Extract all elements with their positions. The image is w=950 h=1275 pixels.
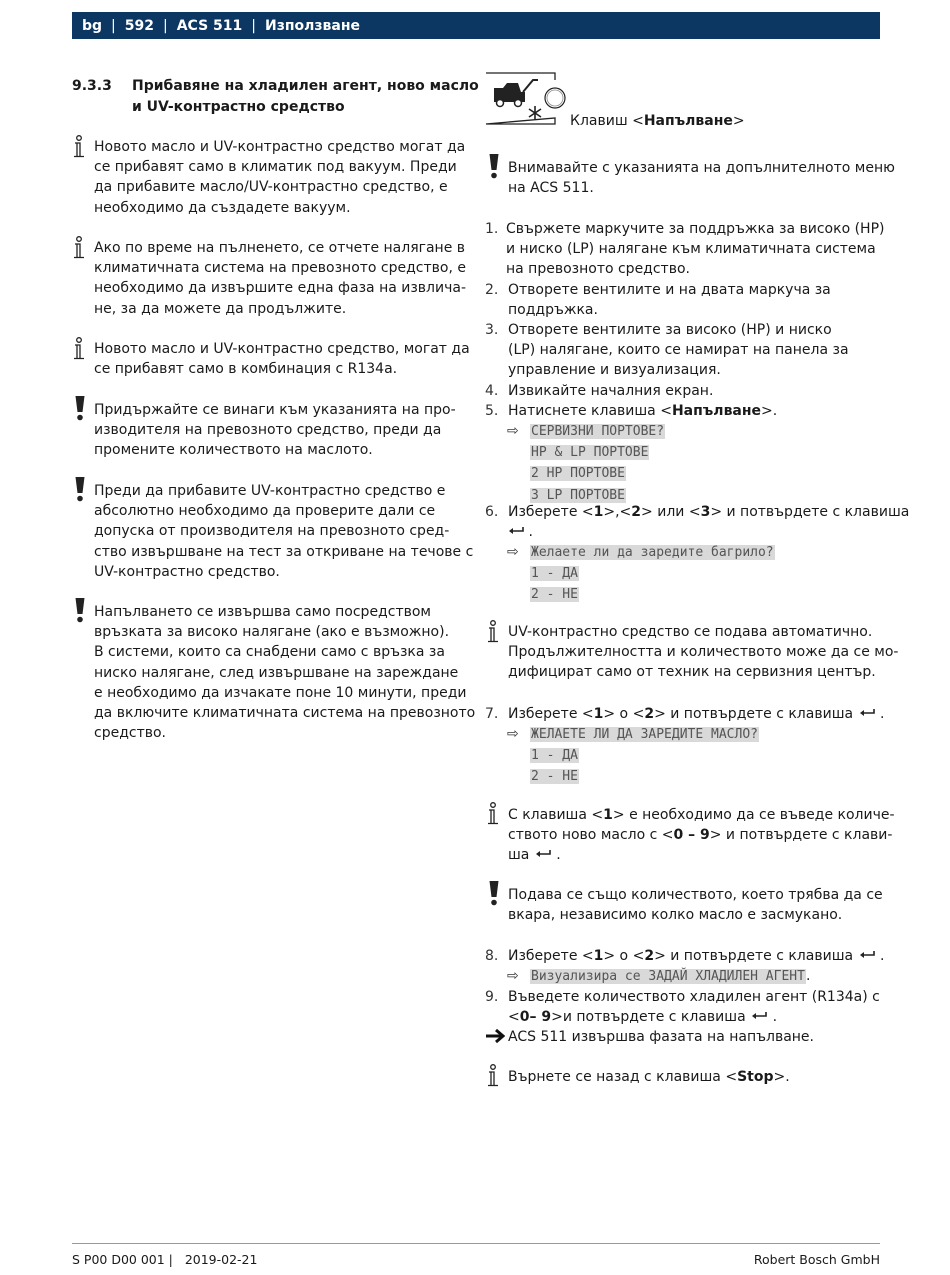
step-number: 2. [485, 282, 499, 298]
display-set-refrigerant: Визуализира се ЗАДАЙ ХЛАДИЛЕН АГЕНТ. [531, 968, 811, 984]
footer-doc-info: S P00 D00 001 | 2019-02-21 [72, 1252, 258, 1267]
warning-high-pressure: Напълването се извършва само посредством връзката за високо налягане (ако е възможно). В системи, които са снабдени само с връзка за ниско налягане, след извършване на зареждане е необходимо да изчакате поне 10 минути, преди да включите климатичната система на превозното средство. [94, 604, 476, 742]
step-9: Въведете количеството хладилен агент (R134a) с <0– 9>и потвърдете с клавиша . [508, 989, 880, 1026]
display-service-ports: СЕРВИЗНИ ПОРТОВЕ? HP & LP ПОРТОВЕ 2 HP ПОРТОВЕ 3 LP ПОРТОВЕ [531, 424, 665, 503]
page-header: bg | 592 | ACS 511 | Използване [72, 12, 880, 39]
step-number: 1. [485, 221, 499, 237]
step-number: 9. [485, 989, 499, 1005]
step-number: 6. [485, 504, 499, 520]
fill-key-name: Напълване [643, 113, 733, 129]
step-6: Изберете <1>,<2> или <3> и потвърдете с клавиша . [508, 504, 910, 541]
section-title [72, 76, 479, 115]
step-5: Натиснете клавиша <Напълване>. [508, 403, 778, 419]
display-oil: ЖЕЛАЕТЕ ЛИ ДА ЗАРЕДИТЕ МАСЛО? 1 - ДА 2 - НЕ [531, 727, 758, 785]
header-section: Използване [265, 17, 361, 34]
note-oil-quantity: С клавиша <1> е необходимо да се въведе количе- ството ново масло с <0 – 9> и потвърдете с клави- ша . [508, 807, 895, 864]
warning-uv-test: Преди да прибавите UV-контрастно средство е абсолютно необходимо да проверите дали се допуска от производителя на превозното сред- ство извършване на тест за откриване на течове с UV-контрастно средство. [94, 483, 474, 580]
result-arrow-icon [485, 1029, 505, 1047]
note-uv-automatic: UV-контрастно средство се подава автоматично. Продължителността и количеството може да се мо- дифицират само от техник на сервизния център. [508, 624, 899, 681]
info-icon [72, 135, 86, 163]
warning-icon [73, 476, 87, 506]
warning-manufacturer: Придържайте се винаги към указанията на про- изводителя на превозното средство, преди да промените количеството на маслото. [94, 402, 456, 459]
warning-icon [73, 395, 87, 425]
warning-icon [487, 880, 501, 910]
footer-divider [72, 1243, 880, 1244]
fill-key-caption: Клавиш <Напълване> [570, 113, 745, 129]
note-r134a: Новото масло и UV-контрастно средство, могат да се прибавят само в комбинация с R134a. [94, 341, 470, 378]
enter-key-icon [750, 1009, 768, 1025]
header-product: ACS 511 [176, 17, 243, 34]
footer-company: Robert Bosch GmbH [753, 1252, 880, 1267]
step-1: Свържете маркучите за поддръжка за високо (HP) и ниско (LP) налягане към климатичната система на превозното средство. [506, 221, 885, 278]
fill-key-icon [485, 72, 567, 130]
result-arrow-icon: ⇨ [507, 544, 519, 560]
section-number: 9.3.3 [72, 78, 112, 94]
step-7: Изберете <1> o <2> и потвърдете с клавиша . [508, 706, 885, 722]
step-4: Извикайте началния екран. [508, 383, 714, 399]
step-2: Отворете вентилите и на двата маркуча за поддръжка. [508, 282, 831, 319]
warning-icon [487, 153, 501, 183]
step-number: 4. [485, 383, 499, 399]
section-title-line1: Прибавяне на хладилен агент, ново масло [132, 78, 479, 94]
step-number: 5. [485, 403, 499, 419]
step-number: 8. [485, 948, 499, 964]
info-icon [486, 620, 500, 648]
enter-key-icon [858, 706, 876, 722]
enter-key-icon [858, 948, 876, 964]
warning-quantity: Подава се също количеството, което трябва да се вкара, независимо колко масло е засмукано. [508, 887, 883, 924]
info-icon [72, 236, 86, 264]
step-number: 7. [485, 706, 499, 722]
result-filling: ACS 511 извършва фазата на напълване. [508, 1029, 814, 1045]
result-arrow-icon: ⇨ [507, 968, 519, 984]
result-arrow-icon: ⇨ [507, 726, 519, 742]
note-pressure: Ако по време на пълненето, се отчете налягане в климатичната система на превозното средство, е необходимо да извършите една фаза на извлича- не, за да можете да продължите. [94, 240, 467, 317]
warning-icon [73, 597, 87, 627]
result-arrow-icon: ⇨ [507, 423, 519, 439]
warning-submenu: Внимавайте с указанията на допълнителното меню на ACS 511. [508, 160, 895, 197]
enter-key-icon [508, 524, 524, 540]
step-number: 3. [485, 322, 499, 338]
header-page: 592 [124, 17, 154, 34]
step-8: Изберете <1> o <2> и потвърдете с клавиша . [508, 948, 885, 964]
note-stop: Върнете се назад с клавиша <Stop>. [508, 1069, 790, 1085]
info-icon [486, 802, 500, 830]
enter-key-icon [534, 847, 552, 863]
info-icon [486, 1064, 500, 1092]
info-icon [72, 337, 86, 365]
note-vacuum: Новото масло и UV-контрастно средство могат да се прибавят само в климатик под вакуум. Преди да прибавите масло/UV-контрастно средство, е необходимо да създадете вакуум. [94, 139, 466, 216]
section-title-line2: и UV-контрастно средство [132, 99, 345, 115]
header-lang: bg [82, 17, 103, 34]
step-3: Отворете вентилите за високо (HP) и ниско (LP) налягане, които се намират на панела за управление и визуализация. [508, 322, 849, 379]
display-dye: Желаете ли да заредите багрило? 1 - ДА 2 - НЕ [531, 545, 774, 603]
